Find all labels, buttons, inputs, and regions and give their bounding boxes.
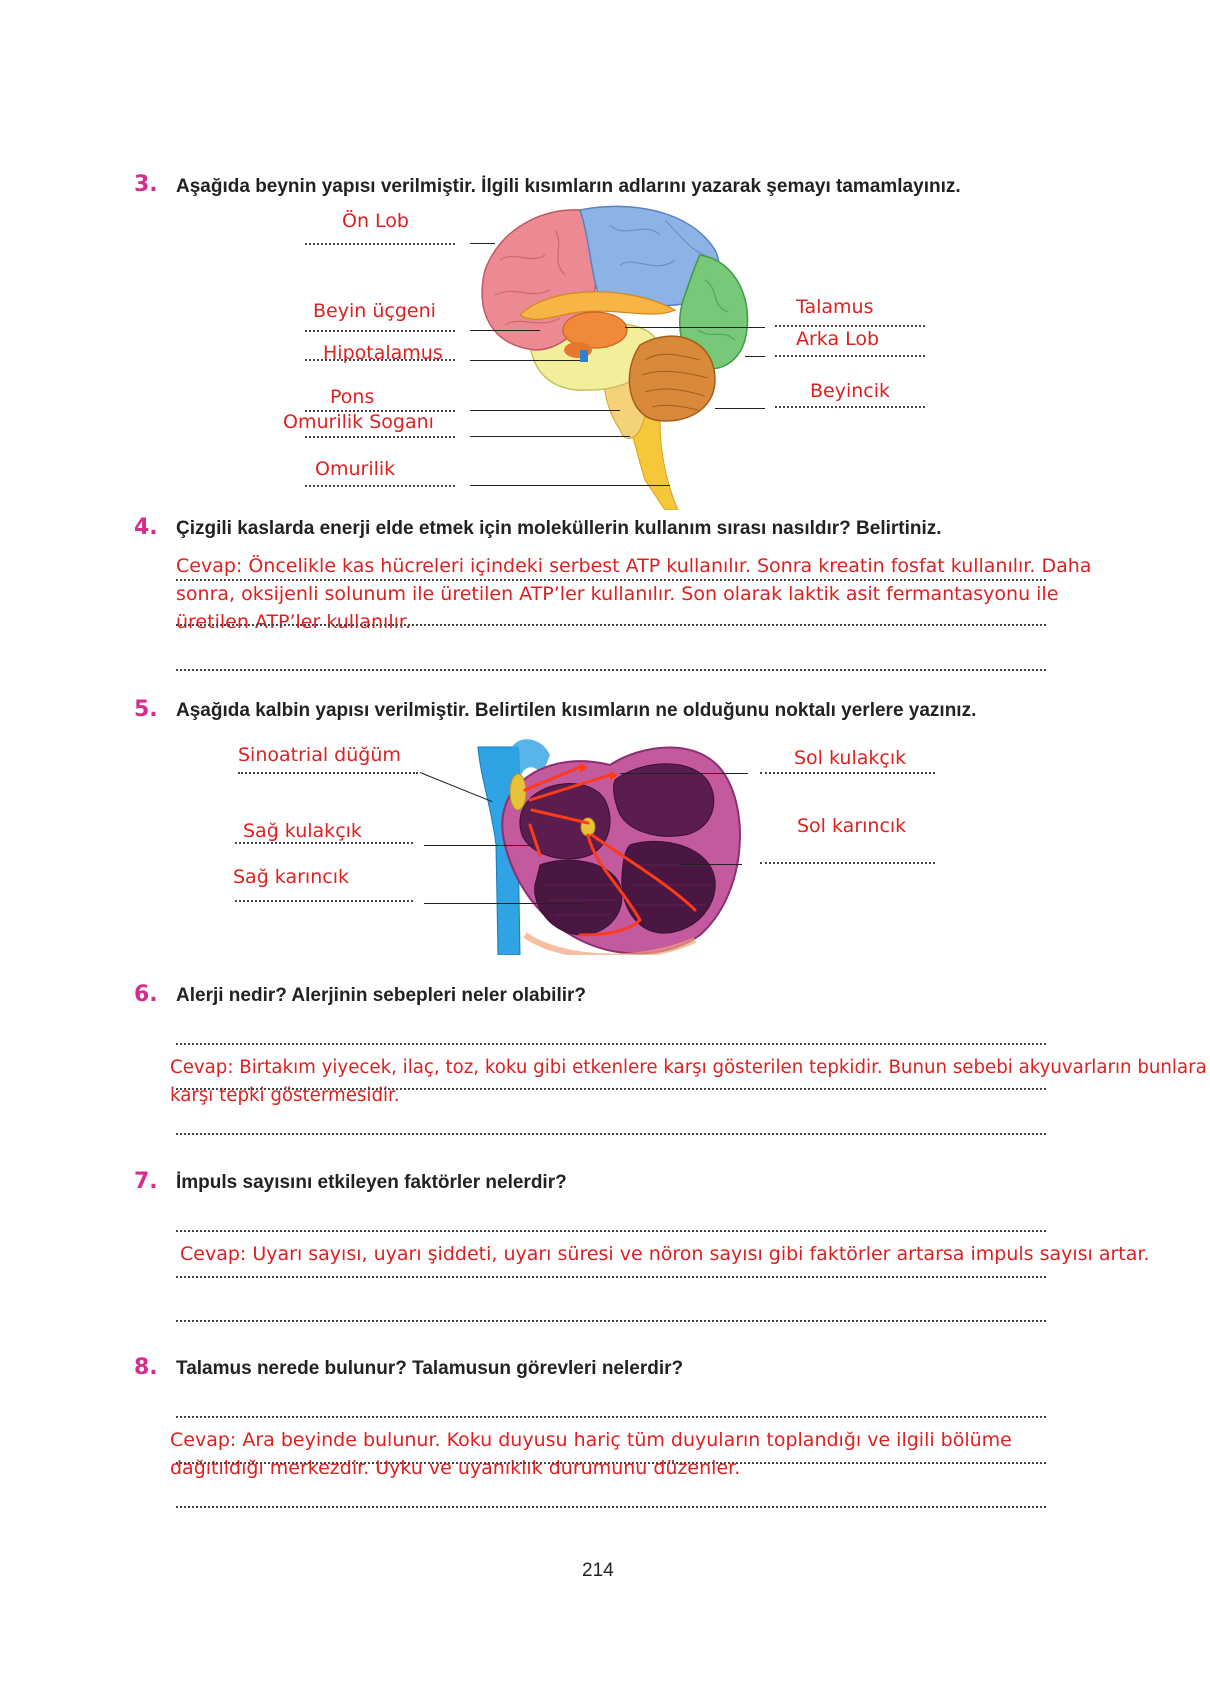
answer-line <box>176 624 1046 626</box>
answer-line <box>235 842 413 844</box>
answer-line <box>176 1276 1046 1278</box>
leader-line <box>625 327 765 328</box>
answer-4-line-1: Cevap: Öncelikle kas hücreleri içindeki serbest ATP kullanılır. Sonra kreatin fosfat kullanılır. Daha <box>176 555 1092 577</box>
brain-label-omurilik-sogani: Omurilik Soganı <box>283 411 434 433</box>
leader-line <box>470 360 580 361</box>
leader-line <box>715 408 765 409</box>
right-atrium-shape <box>520 784 610 859</box>
leader-line <box>470 410 620 411</box>
answer-line <box>176 1462 1046 1464</box>
question-8-text: Talamus nerede bulunur? Talamusun görevleri nelerdir? <box>176 1358 684 1379</box>
brain-label-pons: Pons <box>330 386 375 408</box>
heart-label-sol-kulakcik: Sol kulakçık <box>794 747 907 769</box>
brain-label-arka-lob: Arka Lob <box>796 328 880 350</box>
answer-line <box>176 1230 1046 1232</box>
heart-label-sol-karincik: Sol karıncık <box>797 815 907 837</box>
right-ventricle-shape <box>535 860 622 935</box>
answer-8-line-2: dağıtıldığı merkezdir. Uyku ve uyanıklık durumunu düzenler. <box>170 1457 741 1479</box>
question-3-number: 3. <box>134 172 158 197</box>
answer-line <box>775 325 925 327</box>
cerebellum-shape <box>629 336 715 421</box>
answer-line <box>176 1088 1046 1090</box>
answer-7-line-1: Cevap: Uyarı sayısı, uyarı şiddeti, uyarı süresi ve nöron sayısı gibi faktörler artarsa impuls sayısı artar. <box>180 1243 1150 1265</box>
question-5-number: 5. <box>134 697 158 722</box>
thalamus-shape <box>563 312 627 348</box>
answer-line <box>775 355 925 357</box>
leader-line <box>470 436 630 437</box>
leader-line <box>470 485 670 486</box>
answer-4-line-3: üretilen ATP’ler kullanılır. <box>176 611 411 633</box>
answer-line <box>238 772 418 774</box>
answer-line <box>176 1133 1046 1135</box>
sa-node-shape <box>510 774 526 810</box>
question-8-number: 8. <box>134 1355 158 1380</box>
answer-line <box>305 330 455 332</box>
question-5-text: Aşağıda kalbin yapısı verilmiştir. Belirtilen kısımların ne olduğunu noktalı yerlere yazınız. <box>176 700 977 721</box>
answer-line <box>775 406 925 408</box>
brain-label-hipotalamus: Hipotalamus <box>323 342 443 364</box>
answer-line <box>235 900 413 902</box>
brain-label-omurilik: Omurilik <box>315 458 396 480</box>
leader-line <box>424 903 584 904</box>
answer-6-line-1: Cevap: Birtakım yiyecek, ilaç, toz, koku gibi etkenlere karşı gösterilen tepkidir. Bunun sebebi akyuvarların bunlara <box>170 1057 1207 1078</box>
question-6-text: Alerji nedir? Alerjinin sebepleri neler olabilir? <box>176 985 587 1006</box>
question-3-text: Aşağıda beynin yapısı verilmiştir. İlgili kısımların adlarını yazarak şemayı tamamlayınız. <box>176 176 961 197</box>
answer-line <box>176 1043 1046 1045</box>
answer-line <box>305 485 455 487</box>
answer-6-line-2: karşı tepki göstermesidir. <box>170 1085 400 1106</box>
answer-line <box>305 243 455 245</box>
leader-line <box>470 243 495 244</box>
leader-line <box>620 773 748 774</box>
answer-line <box>176 669 1046 671</box>
leader-line <box>424 845 534 846</box>
heart-label-sag-karincik: Sağ karıncık <box>233 866 349 888</box>
question-7-text: İmpuls sayısını etkileyen faktörler nelerdir? <box>176 1172 567 1193</box>
heart-label-sinoatrial: Sinoatrial düğüm <box>238 744 401 766</box>
leader-line <box>680 864 742 865</box>
question-4-number: 4. <box>134 515 158 540</box>
answer-line <box>305 436 455 438</box>
question-4-text: Çizgili kaslarda enerji elde etmek için moleküllerin kullanım sırası nasıldır? Belirtiniz. <box>176 518 942 539</box>
answer-line <box>176 1506 1046 1508</box>
brain-diagram <box>460 200 780 510</box>
brain-label-on-lob: Ön Lob <box>342 210 409 232</box>
answer-line <box>176 579 1046 581</box>
pituitary-shape <box>580 350 588 362</box>
answer-line <box>176 1416 1046 1418</box>
question-7-number: 7. <box>134 1169 158 1194</box>
brain-label-talamus: Talamus <box>796 296 874 318</box>
leader-line <box>745 356 765 357</box>
answer-line <box>305 359 455 361</box>
answer-8-line-1: Cevap: Ara beyinde bulunur. Koku duyusu hariç tüm duyuların toplandığı ve ilgili bölüme <box>170 1429 1012 1451</box>
heart-label-sag-kulakcik: Sağ kulakçık <box>243 820 362 842</box>
question-6-number: 6. <box>134 982 158 1007</box>
page-number: 214 <box>582 1560 614 1581</box>
answer-4-line-2: sonra, oksijenli solunum ile üretilen ATP’ler kullanılır. Son olarak laktik asit fermantasyonu ile <box>176 583 1059 605</box>
brain-label-beyincik: Beyincik <box>810 380 891 402</box>
answer-line <box>760 862 935 864</box>
brain-label-beyin-ucgeni: Beyin üçgeni <box>313 300 436 322</box>
answer-line <box>760 772 935 774</box>
answer-line <box>176 1320 1046 1322</box>
leader-line <box>470 330 540 331</box>
